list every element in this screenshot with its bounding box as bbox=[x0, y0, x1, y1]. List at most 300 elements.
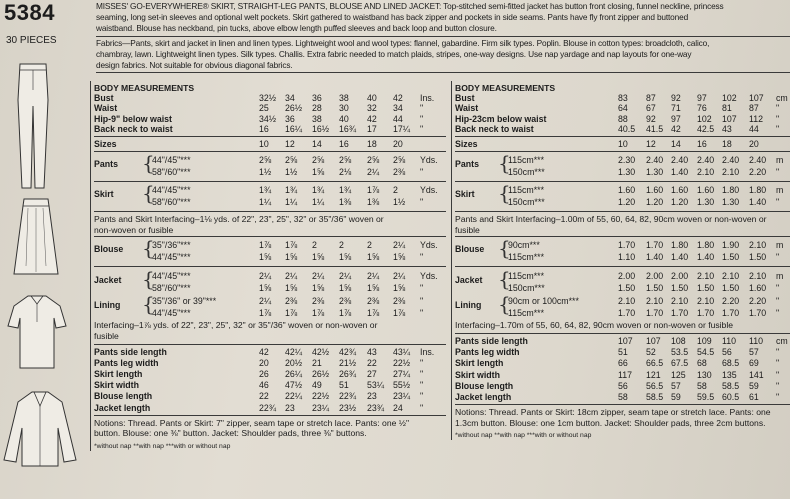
measurement-value: 34½ bbox=[259, 113, 277, 124]
finished-measure-value: 58.5 bbox=[722, 380, 740, 391]
yardage-value: 1.20 bbox=[646, 196, 664, 207]
fabric-width: 115cm*** bbox=[508, 251, 545, 262]
interfacing-line: Interfacing–1⅞ yds. of 22", 23", 25", 32" or 35"/36" woven or non-woven or bbox=[94, 320, 378, 331]
unit-label: " bbox=[420, 196, 424, 207]
yardage-value: 1⅝ bbox=[285, 251, 298, 262]
section-rule bbox=[94, 211, 446, 212]
finished-measure-label: Pants side length bbox=[455, 336, 528, 346]
yardage-value: 2.00 bbox=[646, 271, 664, 282]
finished-measure-label: Jacket length bbox=[94, 402, 151, 413]
unit-label: m bbox=[776, 155, 784, 166]
yardage-value: 2⅜ bbox=[285, 296, 298, 307]
finished-measure-value: 121 bbox=[646, 369, 661, 380]
yardage-value: 1⅝ bbox=[312, 282, 325, 293]
finished-measure-value: 22½ bbox=[312, 391, 330, 402]
unit-label: " bbox=[776, 307, 780, 318]
yardage-value: 1¾ bbox=[339, 185, 352, 196]
finished-measure-value: 42¾ bbox=[339, 346, 357, 357]
measurement-value: 97 bbox=[671, 113, 681, 124]
fabric-width: 44"/45"*** bbox=[152, 251, 191, 262]
unit-label: " bbox=[420, 166, 424, 177]
yardage-value: 1⅞ bbox=[393, 307, 406, 318]
size-value: 12 bbox=[646, 139, 656, 150]
yardage-value: 1¾ bbox=[285, 185, 298, 196]
measurement-value: 42 bbox=[367, 113, 377, 124]
measurement-value: 28 bbox=[312, 103, 322, 114]
yardage-value: 2.10 bbox=[749, 271, 767, 282]
unit-label: " bbox=[420, 402, 424, 413]
section-rule bbox=[455, 404, 790, 405]
yardage-value: 1.30 bbox=[646, 166, 664, 177]
yardage-value: 1.50 bbox=[749, 251, 767, 262]
unit-label: " bbox=[776, 296, 780, 307]
finished-measure-value: 43 bbox=[367, 346, 377, 357]
finished-measure-value: 135 bbox=[722, 369, 737, 380]
fabrics-line: design fabrics. Not suitable for obvious diagonal fabrics. bbox=[96, 59, 293, 70]
finished-measure-value: 52 bbox=[646, 347, 656, 358]
fabric-width: 44"/45"*** bbox=[152, 307, 191, 318]
finished-measure-value: 22¼ bbox=[285, 391, 303, 402]
measurement-value: 38 bbox=[312, 113, 322, 124]
finished-measure-value: 59 bbox=[671, 392, 681, 402]
finished-measure-label: Skirt width bbox=[94, 380, 139, 391]
brace-glyph: { bbox=[142, 151, 155, 176]
yardage-value: 1.70 bbox=[646, 240, 664, 251]
finished-measure-value: 56 bbox=[722, 347, 732, 358]
measurement-value: 76 bbox=[697, 103, 707, 114]
measurement-value: 26½ bbox=[285, 103, 303, 114]
notions-line: 1.3cm button. Blouse: one 1cm button. Jacket: Shoulder pads, three 2cm buttons. bbox=[455, 417, 766, 428]
yardage-value: 1⅝ bbox=[339, 282, 352, 293]
piece-count: 30 PIECES bbox=[6, 35, 57, 46]
finished-measure-value: 108 bbox=[671, 336, 686, 346]
jacket-sketch bbox=[2, 388, 82, 468]
unit-label: " bbox=[420, 282, 424, 293]
table-border bbox=[451, 81, 452, 440]
yardage-value: 2.10 bbox=[749, 240, 767, 251]
yardage-value: 1⅝ bbox=[367, 282, 380, 293]
skirt-label: Skirt bbox=[94, 189, 114, 200]
yardage-value: 1.40 bbox=[697, 251, 715, 262]
unit-label: " bbox=[420, 113, 424, 124]
finished-measure-label: Blouse length bbox=[455, 380, 514, 391]
finished-measure-value: 53.5 bbox=[671, 347, 689, 358]
unit-label: " bbox=[420, 103, 424, 114]
description-line: seaming, long set-in sleeves and optional welt pockets. Skirt gathered to waistband has back zipper and pockets in side seams. Pants have fly front zipper and buttoned bbox=[96, 11, 689, 22]
finished-measure-value: 26½ bbox=[312, 369, 330, 379]
interfacing-line: fusible bbox=[455, 224, 480, 235]
yardage-value: 2.40 bbox=[646, 155, 664, 166]
unit-label: Ins. bbox=[420, 346, 435, 357]
yardage-value: 1.70 bbox=[749, 307, 767, 318]
brace-glyph: { bbox=[498, 151, 511, 176]
fabric-width: 150cm*** bbox=[508, 282, 545, 293]
finished-measure-value: 117 bbox=[618, 369, 633, 380]
yardage-value: 2¼ bbox=[312, 271, 325, 282]
unit-label: m bbox=[776, 271, 784, 282]
yardage-value: 1.50 bbox=[722, 251, 740, 262]
yardage-value: 2 bbox=[339, 240, 344, 251]
unit-label: " bbox=[776, 196, 780, 207]
unit-label: " bbox=[776, 113, 780, 124]
yardage-value: 1.30 bbox=[618, 166, 636, 177]
description-line: waistband. Blouse has neckband, pin tucks, above elbow length puffed sleeves and back loop and button closure. bbox=[96, 22, 497, 33]
finished-measure-value: 23 bbox=[285, 402, 295, 413]
yardage-value: 1.70 bbox=[697, 307, 715, 318]
finished-measure-value: 42½ bbox=[312, 346, 330, 357]
yardage-value: 1.80 bbox=[749, 185, 767, 196]
unit-label: " bbox=[776, 282, 780, 293]
nap-footnote: *without nap **with nap ***with or without nap bbox=[455, 432, 592, 440]
finished-measure-label: Pants leg width bbox=[94, 357, 159, 368]
finished-measure-value: 57 bbox=[749, 347, 759, 358]
fabrics-line: chambray, lawn. Lightweight linen types. Silk types. Challis. Extra fabric needed to match plaids, stripes, one-way designs. Use nap yardage and nap layouts for one-way bbox=[96, 48, 692, 59]
fabric-width: 58"/60"*** bbox=[152, 166, 191, 177]
finished-measure-value: 23¼ bbox=[312, 402, 330, 413]
fabric-width: 150cm*** bbox=[508, 166, 545, 177]
yardage-value: 2⅜ bbox=[393, 166, 406, 177]
yardage-value: 1.90 bbox=[722, 240, 740, 251]
unit-label: " bbox=[420, 251, 424, 262]
unit-label: " bbox=[420, 296, 424, 307]
yardage-value: 1½ bbox=[393, 196, 406, 207]
finished-measure-value: 42 bbox=[259, 346, 269, 357]
fabric-width: 58"/60"*** bbox=[152, 282, 191, 293]
jacket-label: Jacket bbox=[94, 275, 122, 286]
unit-label: Yds. bbox=[420, 240, 438, 251]
measurement-value: 112 bbox=[749, 113, 764, 124]
unit-label: cm bbox=[776, 93, 788, 103]
yardage-value: 1⅞ bbox=[339, 307, 352, 318]
yardage-value: 1⅜ bbox=[339, 196, 352, 207]
finished-measure-value: 23½ bbox=[339, 402, 357, 413]
brace-glyph: { bbox=[498, 267, 511, 292]
unit-label: " bbox=[776, 166, 780, 177]
finished-measure-value: 26¼ bbox=[285, 369, 303, 379]
finished-measure-value: 47½ bbox=[285, 380, 303, 391]
body-measurements-heading: BODY MEASUREMENTS bbox=[94, 83, 195, 93]
yardage-value: 2¼ bbox=[259, 296, 272, 307]
fabric-width: 58"/60"*** bbox=[152, 196, 191, 207]
skirt-sketch bbox=[10, 196, 62, 278]
fabric-width: 90cm or 100cm*** bbox=[508, 296, 579, 307]
measurement-value: 67 bbox=[646, 103, 656, 114]
yardage-value: 1.80 bbox=[671, 240, 689, 251]
yardage-value: 2.10 bbox=[671, 296, 689, 307]
yardage-value: 2⅛ bbox=[339, 166, 352, 177]
brace-glyph: { bbox=[142, 292, 155, 317]
finished-measure-value: 107 bbox=[618, 336, 633, 346]
notions-line: button. Blouse: one ⅜" button. Jacket: Shoulder pads, three ⅜" buttons. bbox=[94, 428, 367, 439]
yardage-value: 1⅜ bbox=[367, 196, 380, 207]
measurement-value: 41.5 bbox=[646, 123, 664, 134]
size-value: 18 bbox=[722, 139, 732, 150]
finished-measure-value: 49 bbox=[312, 380, 322, 391]
fabric-width: 115cm*** bbox=[508, 307, 545, 318]
measurement-value: 16½ bbox=[312, 123, 330, 134]
measurement-value: 87 bbox=[749, 103, 759, 114]
fabric-width: 115cm*** bbox=[508, 271, 545, 282]
finished-measure-label: Pants side length bbox=[94, 346, 167, 357]
yardage-value: 2¼ bbox=[367, 166, 380, 177]
yardage-value: 2¼ bbox=[393, 240, 406, 251]
yardage-value: 2.40 bbox=[671, 155, 689, 166]
measurement-value: 44 bbox=[393, 113, 403, 124]
brace-glyph: { bbox=[498, 292, 511, 317]
finished-measure-label: Skirt length bbox=[455, 358, 504, 369]
yardage-value: 1.70 bbox=[671, 307, 689, 318]
measurement-value: 97 bbox=[697, 93, 707, 103]
yardage-value: 1.40 bbox=[671, 251, 689, 262]
pants-label: Pants bbox=[94, 159, 118, 170]
yardage-value: 1¾ bbox=[312, 185, 325, 196]
yardage-value: 1.80 bbox=[697, 240, 715, 251]
blouse-label: Blouse bbox=[94, 244, 124, 255]
unit-label: " bbox=[776, 369, 780, 380]
sizes-label: Sizes bbox=[455, 139, 478, 150]
unit-label: " bbox=[420, 307, 424, 318]
unit-label: Yds. bbox=[420, 155, 438, 166]
finished-measure-value: 59 bbox=[749, 380, 759, 391]
yardage-value: 2¼ bbox=[339, 271, 352, 282]
yardage-value: 1⅞ bbox=[285, 307, 298, 318]
measurement-value: 32 bbox=[367, 103, 377, 114]
finished-measure-value: 67.5 bbox=[671, 358, 689, 369]
finished-measure-value: 22½ bbox=[393, 357, 411, 368]
lining-label: Lining bbox=[94, 300, 121, 311]
yardage-value: 1⅝ bbox=[393, 251, 406, 262]
finished-measure-value: 26 bbox=[259, 369, 269, 379]
measurement-label: Waist bbox=[455, 103, 479, 114]
finished-measure-value: 68 bbox=[697, 358, 707, 369]
yardage-value: 1.40 bbox=[749, 196, 767, 207]
fabric-width: 44"/45"*** bbox=[152, 155, 191, 166]
unit-label: " bbox=[420, 123, 424, 134]
measurement-value: 38 bbox=[339, 93, 349, 103]
measurement-label: Back neck to waist bbox=[94, 123, 173, 134]
finished-measure-value: 57 bbox=[671, 380, 681, 391]
unit-label: m bbox=[776, 240, 784, 251]
notions-line: Notions: Thread. Pants or Skirt: 7" zipper, seam tape or stretch lace. Pants: one ½" bbox=[94, 417, 409, 428]
finished-measure-value: 51 bbox=[618, 347, 628, 358]
fabric-width: 44"/45"*** bbox=[152, 185, 191, 196]
fabrics-line: Fabrics—Pants, skirt and jacket in linen and linen types. Lightweight wool and wool types: flannel, gabardine. Firm silk types. Poplin. Blouse in cotton types: broadcloth, calico, bbox=[96, 38, 710, 48]
finished-measure-value: 107 bbox=[646, 336, 661, 346]
finished-measure-value: 21½ bbox=[339, 357, 357, 368]
finished-measure-value: 109 bbox=[697, 336, 712, 346]
yardage-value: 2⅜ bbox=[393, 296, 406, 307]
brace-glyph: { bbox=[142, 181, 155, 206]
finished-measure-value: 21 bbox=[312, 357, 322, 368]
yardage-value: 1¾ bbox=[259, 185, 272, 196]
measurement-label: Waist bbox=[94, 103, 118, 114]
measurement-value: 83 bbox=[618, 93, 628, 103]
yardage-value: 1.60 bbox=[646, 185, 664, 196]
yardage-value: 1.50 bbox=[618, 282, 636, 293]
unit-label: Ins. bbox=[420, 93, 435, 103]
yardage-value: 1⅞ bbox=[367, 307, 380, 318]
yardage-value: 2⅜ bbox=[339, 296, 352, 307]
unit-label: " bbox=[776, 392, 780, 402]
size-value: 14 bbox=[312, 139, 322, 150]
measurement-value: 36 bbox=[312, 93, 322, 103]
yardage-value: 1⅞ bbox=[259, 240, 272, 251]
blouse-label: Blouse bbox=[455, 244, 485, 255]
jacket-label: Jacket bbox=[455, 275, 483, 286]
unit-label: cm bbox=[776, 336, 788, 346]
measurement-value: 16¾ bbox=[339, 123, 357, 134]
section-rule bbox=[455, 333, 790, 334]
yardage-value: 2 bbox=[367, 240, 372, 251]
unit-label: " bbox=[776, 380, 780, 391]
yardage-value: 1.50 bbox=[671, 282, 689, 293]
brace-glyph: { bbox=[498, 181, 511, 206]
yardage-value: 1⅞ bbox=[259, 307, 272, 318]
unit-label: " bbox=[776, 358, 780, 369]
finished-measure-value: 54.5 bbox=[697, 347, 715, 358]
finished-measure-value: 141 bbox=[749, 369, 764, 380]
finished-measure-value: 60.5 bbox=[722, 392, 740, 402]
finished-measure-value: 23¼ bbox=[393, 391, 411, 402]
unit-label: Yds. bbox=[420, 271, 438, 282]
measurement-value: 42 bbox=[671, 123, 681, 134]
yardage-value: 1⅝ bbox=[339, 251, 352, 262]
unit-label: m bbox=[776, 185, 784, 196]
yardage-value: 1.40 bbox=[671, 166, 689, 177]
finished-measure-value: 22 bbox=[259, 391, 269, 402]
finished-measure-value: 23 bbox=[367, 391, 377, 402]
yardage-value: 1.70 bbox=[722, 307, 740, 318]
measurement-value: 34 bbox=[393, 103, 403, 114]
yardage-value: 1⅝ bbox=[312, 251, 325, 262]
skirt-label: Skirt bbox=[455, 189, 475, 200]
finished-measure-value: 27¼ bbox=[393, 369, 411, 379]
measurement-value: 34 bbox=[285, 93, 295, 103]
yardage-value: 1.20 bbox=[618, 196, 636, 207]
blouse-sketch bbox=[4, 292, 70, 372]
measurement-value: 107 bbox=[749, 93, 764, 103]
notions-line: Notions: Thread. Pants or Skirt: 18cm zipper, seam tape or stretch lace. Pants: one bbox=[455, 407, 771, 418]
yardage-value: 2.00 bbox=[671, 271, 689, 282]
measurement-label: Hip-9" below waist bbox=[94, 113, 172, 124]
measurement-value: 40 bbox=[367, 93, 377, 103]
measurement-value: 30 bbox=[339, 103, 349, 114]
finished-measure-value: 61 bbox=[749, 392, 759, 402]
sizes-label: Sizes bbox=[94, 139, 117, 150]
pants-label: Pants bbox=[455, 159, 479, 170]
measurement-value: 87 bbox=[646, 93, 656, 103]
size-value: 14 bbox=[671, 139, 681, 150]
table-border bbox=[90, 81, 91, 451]
yardage-value: 1⅞ bbox=[285, 240, 298, 251]
finished-measure-label: Jacket length bbox=[455, 392, 512, 402]
yardage-value: 2¼ bbox=[367, 271, 380, 282]
size-value: 10 bbox=[618, 139, 628, 150]
yardage-value: 2.10 bbox=[697, 296, 715, 307]
section-rule bbox=[455, 211, 790, 212]
yardage-value: 1.70 bbox=[646, 307, 664, 318]
measurement-value: 44 bbox=[749, 123, 759, 134]
finished-measure-value: 24 bbox=[393, 402, 403, 413]
yardage-value: 1⅝ bbox=[312, 166, 325, 177]
finished-measure-value: 66.5 bbox=[646, 358, 664, 369]
interfacing-line: Interfacing–1.70m of 55, 60, 64, 82, 90cm woven or non-woven or fusible bbox=[455, 320, 734, 331]
fabric-width: 35"/36" or 39"*** bbox=[152, 296, 217, 307]
nap-footnote: *without nap **with nap ***with or without nap bbox=[94, 443, 231, 450]
finished-measure-value: 130 bbox=[697, 369, 712, 380]
size-value: 10 bbox=[259, 139, 269, 150]
fabric-width: 115cm*** bbox=[508, 155, 545, 166]
size-value: 20 bbox=[393, 139, 403, 150]
measurement-value: 42 bbox=[393, 93, 403, 103]
finished-measure-value: 110 bbox=[722, 336, 737, 346]
measurement-value: 102 bbox=[722, 93, 737, 103]
measurement-value: 107 bbox=[722, 113, 737, 124]
fabric-width: 35"/36"*** bbox=[152, 240, 191, 251]
measurement-value: 16 bbox=[259, 123, 269, 134]
finished-measure-value: 20½ bbox=[285, 357, 303, 368]
yardage-value: 1.60 bbox=[749, 282, 767, 293]
section-rule bbox=[94, 344, 446, 345]
yardage-value: 2¼ bbox=[285, 271, 298, 282]
finished-measure-value: 66 bbox=[618, 358, 628, 369]
finished-measure-value: 56 bbox=[618, 380, 628, 391]
yardage-value: 1.30 bbox=[722, 196, 740, 207]
finished-measure-label: Pants leg width bbox=[455, 347, 520, 358]
yardage-value: 1.20 bbox=[671, 196, 689, 207]
size-value: 20 bbox=[749, 139, 759, 150]
yardage-value: 1¼ bbox=[312, 196, 325, 207]
measurement-value: 25 bbox=[259, 103, 269, 114]
fabric-width: 115cm*** bbox=[508, 185, 545, 196]
yardage-value: 2¼ bbox=[393, 271, 406, 282]
measurement-value: 16¼ bbox=[285, 123, 303, 134]
yardage-value: 1⅝ bbox=[393, 282, 406, 293]
yardage-value: 2.10 bbox=[697, 271, 715, 282]
measurement-label: Bust bbox=[94, 93, 114, 103]
unit-label: " bbox=[776, 103, 780, 114]
measurement-value: 92 bbox=[671, 93, 681, 103]
finished-measure-value: 20 bbox=[259, 357, 269, 368]
yardage-value: 1½ bbox=[259, 166, 272, 177]
fabric-width: 150cm*** bbox=[508, 196, 545, 207]
yardage-value: 2⅝ bbox=[393, 155, 406, 166]
interfacing-line: Pants and Skirt Interfacing–1.00m of 55, 60, 64, 82, 90cm woven or non-woven or bbox=[455, 214, 767, 225]
yardage-value: 2.10 bbox=[697, 166, 715, 177]
measurement-value: 88 bbox=[618, 113, 628, 124]
finished-measure-value: 110 bbox=[749, 336, 764, 346]
yardage-value: 2.40 bbox=[722, 155, 740, 166]
yardage-value: 2⅜ bbox=[312, 296, 325, 307]
pattern-number: 5384 bbox=[4, 0, 55, 25]
finished-measure-value: 58 bbox=[697, 380, 707, 391]
measurement-label: Hip-23cm below waist bbox=[455, 113, 547, 124]
yardage-value: 1⅝ bbox=[367, 251, 380, 262]
header-divider bbox=[96, 36, 790, 37]
yardage-value: 1.50 bbox=[722, 282, 740, 293]
finished-measure-value: 51 bbox=[339, 380, 349, 391]
body-measurements-heading: BODY MEASUREMENTS bbox=[455, 83, 556, 93]
finished-measure-value: 59.5 bbox=[697, 392, 715, 402]
yardage-value: 2⅝ bbox=[285, 155, 298, 166]
yardage-value: 2.20 bbox=[722, 296, 740, 307]
yardage-value: 2.10 bbox=[646, 296, 664, 307]
finished-measure-value: 22¾ bbox=[259, 402, 277, 413]
yardage-value: 2⅝ bbox=[339, 155, 352, 166]
yardage-value: 1⅝ bbox=[285, 282, 298, 293]
finished-measure-value: 58 bbox=[618, 392, 628, 402]
unit-label: " bbox=[776, 347, 780, 358]
